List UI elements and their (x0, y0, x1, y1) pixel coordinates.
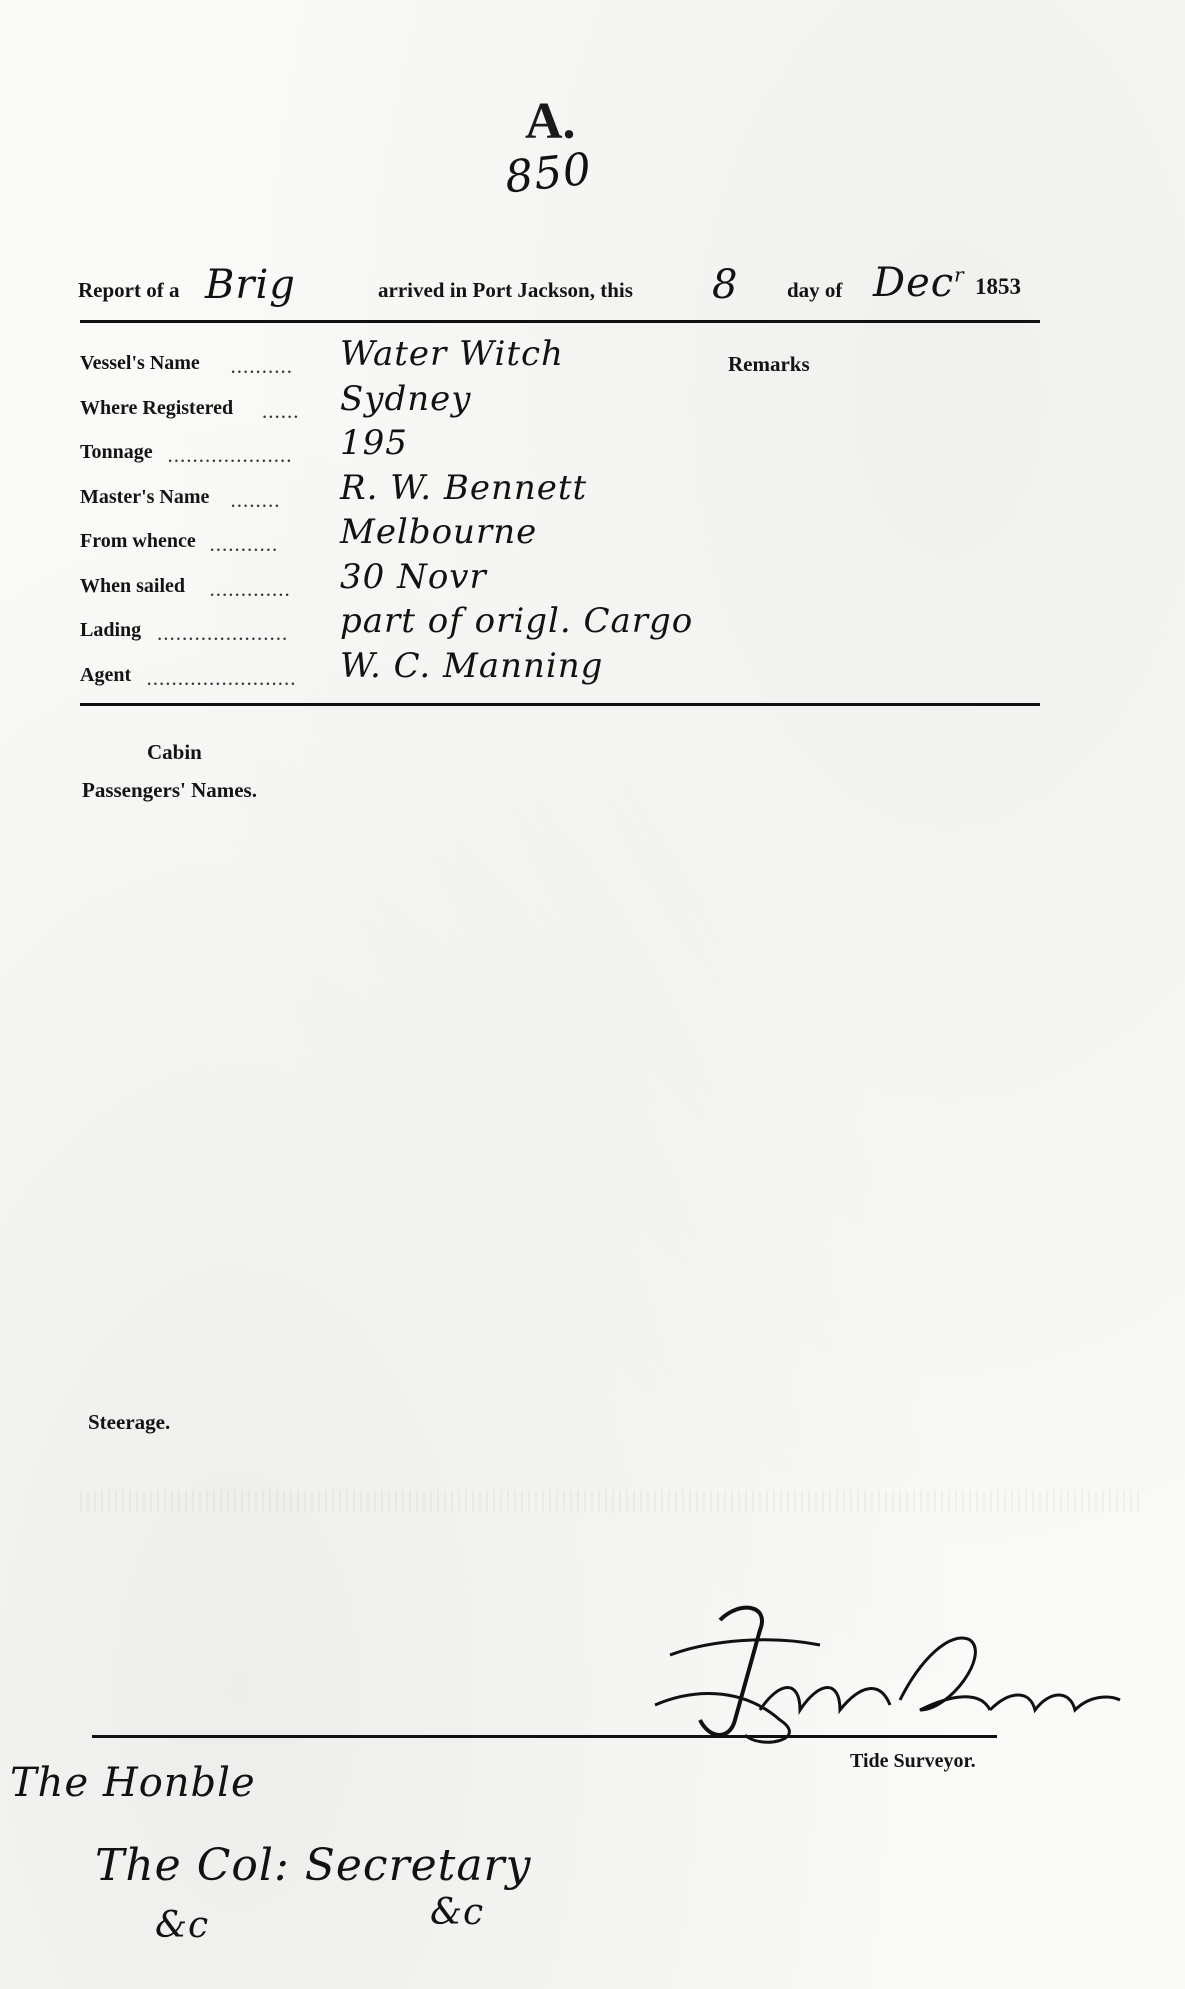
field-value: Sydney (340, 378, 472, 419)
form-number: 850 (502, 143, 595, 204)
field-label: Vessel's Name (80, 352, 200, 374)
field-leader-dots: ............. (209, 576, 291, 601)
field-label: Agent (80, 663, 132, 686)
field-value: 195 (340, 423, 408, 463)
field-value: W. C. Manning (340, 645, 604, 686)
steerage-label: Steerage. (88, 1410, 171, 1434)
field-value: Water Witch (340, 334, 564, 374)
tide-surveyor-label: Tide Surveyor. (850, 1750, 976, 1772)
arrived-text: arrived in Port Jackson, this (378, 278, 633, 302)
field-label: Master's Name (80, 485, 210, 508)
form-letter: A. (525, 93, 576, 150)
field-value: 30 Novr (340, 556, 487, 597)
field-label: From whence (80, 530, 196, 552)
field-label: When sailed (80, 574, 186, 597)
field-leader-dots: ........ (230, 487, 281, 512)
scan-noise (80, 1490, 1140, 1512)
field-leader-dots: ........... (209, 532, 279, 556)
field-value: R. W. Bennett (340, 467, 588, 508)
passengers-names-label: Passengers' Names. (82, 778, 257, 802)
bottom-rule (80, 703, 1040, 706)
signature-image (650, 1600, 1150, 1750)
month-value: Dec$^r$ (873, 260, 965, 306)
field-label: Lading (80, 619, 142, 641)
field-label: Where Registered (80, 396, 234, 419)
field-label: Tonnage (80, 441, 153, 463)
field-value: Melbourne (340, 512, 538, 552)
addressee-line-3b: &c (430, 1892, 485, 1933)
field-leader-dots: ...... (262, 398, 300, 423)
cabin-label: Cabin (147, 740, 202, 764)
field-leader-dots: ........................ (146, 665, 297, 690)
year-value: 1853 (975, 274, 1021, 299)
field-leader-dots: .......... (230, 354, 293, 378)
field-leader-dots: ..................... (157, 621, 289, 645)
remarks-label: Remarks (728, 352, 810, 376)
signature-rule (92, 1735, 997, 1738)
addressee-line-1: The Honble (10, 1760, 256, 1806)
addressee-line-3a: &c (155, 1905, 210, 1946)
vessel-type-value: Brig (205, 262, 296, 308)
field-leader-dots: .................... (167, 443, 293, 467)
day-of-label: day of (787, 278, 843, 302)
day-value: 8 (712, 262, 739, 308)
top-rule (80, 320, 1040, 323)
report-of-a-label: Report of a (78, 278, 180, 302)
field-value: part of origl. Cargo (340, 601, 694, 641)
addressee-line-2: The Col: Secretary (95, 1840, 532, 1891)
